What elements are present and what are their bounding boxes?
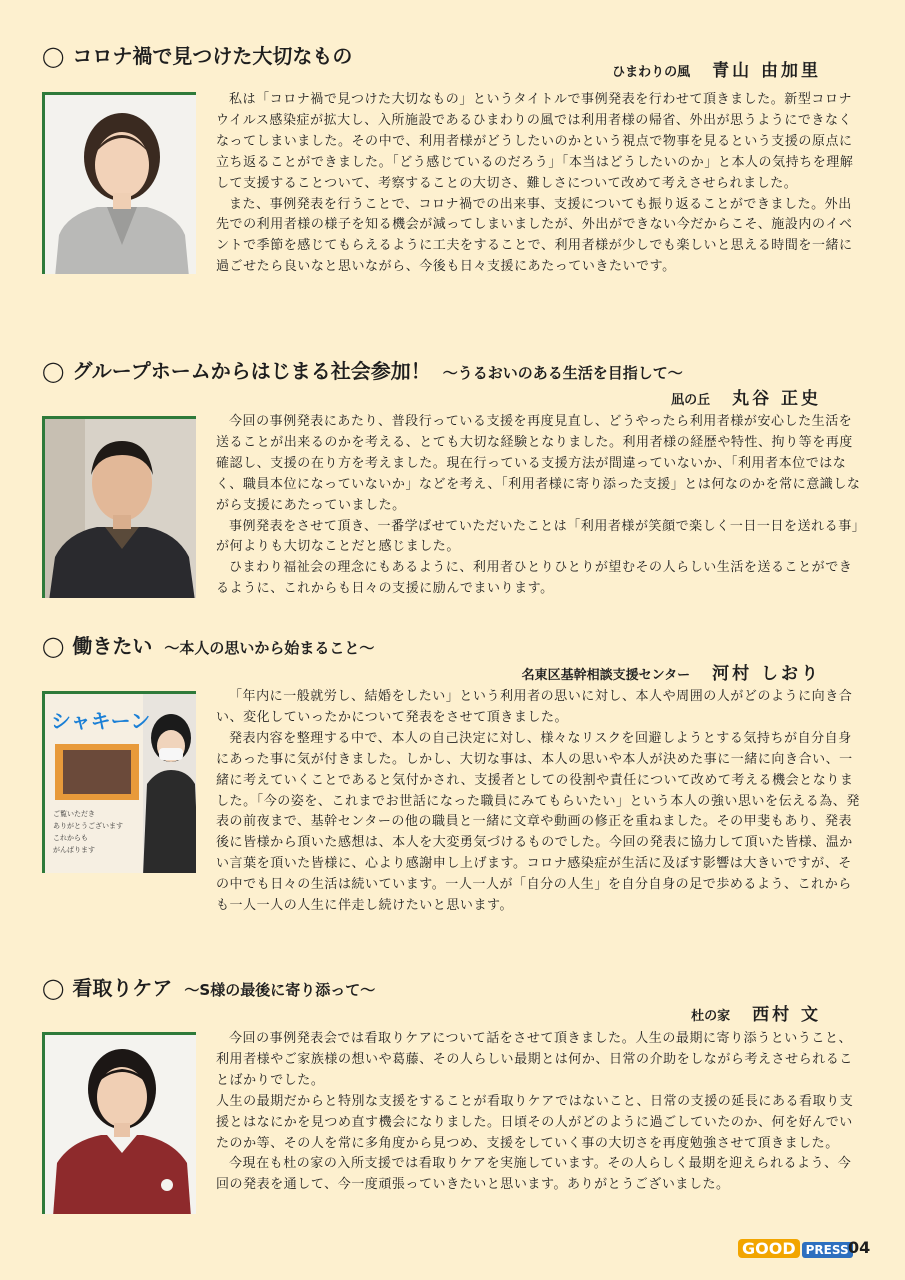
svg-text:ありがとうございます: ありがとうございます (53, 822, 123, 830)
author-name: 丸谷 正史 (732, 389, 821, 409)
article-title: ◯ 働きたい ～本人の思いから始まること～ (42, 634, 375, 658)
circle-bullet-icon: ◯ (42, 44, 65, 68)
author-photo (42, 1032, 196, 1214)
author (691, 1000, 821, 1025)
person-photo-icon (45, 419, 196, 598)
article-body: 「年内に一般就労し、結婚をしたい」という利用者の思いに対し、本人や周囲の人がどのように向き合い、変化していったかについて発表をさせて頂きました。 発表内容を整理する中で、本人の自己決定に対し、様々なリスクを回避しようとする気持ちが自分自身にあった事に気が付きました。しかし、大切な事は、本人の思いや本人が決めた事に一緒に向き合い、一緒に考えていくことであると気付かされ、支援者としての役割や責任について改めて考える機会となりました。「今の姿を、これまでお世話になった職員にみてもらいたい」という本人の強い思いを伝える為、発表の前夜まで、基幹センターの他の職員と一緒に文章や動画の修正を重ねました。その甲斐もあり、発表後に皆様から頂いた感想は、本人を大変勇気づけるものでした。今回の発表に協力して頂いた皆様、温かい言葉を頂いた皆様に、心より感謝申し上げます。コロナ感染症が生活に及ぼす影響は大きいですが、その中でも日々の生活は続いています。一人一人が「自分の人生」を自分自身の足で歩めるよう、これからも一人一人の人生に伴走し続けたいと思います。 (216, 689, 860, 914)
author (522, 659, 821, 684)
author-name: 青山 由加里 (712, 61, 821, 81)
circle-bullet-icon: ◯ (42, 359, 65, 383)
circle-bullet-icon: ◯ (42, 976, 65, 1000)
author-org: 名東区基幹相談支援センター (521, 668, 691, 683)
article-body: 今回の事例発表会では看取りケアについて話をさせて頂きました。人生の最期に寄り添うということ、利用者様やご家族様の想いや葛藤、その人らしい最期とは何か、日常の介助をしながら考えさせられることばかりでした。 人生の最期だからと特別な支援をすることが看取りケアではないこと、日常の支援の延長にある看取り支援とはなにかを見つめ直す機会になりました。日頃その人がどのように過ごしていたのか、何を好んでいたのか等、その人を常に多角度から見つめ、支援をしていく事の大切さを再度勉強させて頂きました。 今現在も杜の家の入所支援では看取りケアを実施しています。その人らしく最期を迎えられるよう、今回の発表を通して、今一度頑張っていきたいと思います。ありがとうございました。 (216, 1031, 854, 1193)
article-subtitle: ～S様の最後に寄り添って～ (184, 981, 376, 999)
author-photo (42, 691, 196, 873)
page-number: 04 (848, 1238, 871, 1257)
svg-text:これからも: これからも (53, 834, 88, 842)
author-org: ひまわりの風 (612, 65, 691, 80)
good-press-logo: GOOD PRESS (738, 1239, 853, 1258)
author-org: 杜の家 (691, 1009, 731, 1024)
article-subtitle: ～うるおいのある生活を目指して～ (442, 364, 683, 382)
author (612, 56, 821, 81)
person-photo-icon (45, 1035, 196, 1214)
article-subtitle: ～本人の思いから始まること～ (164, 639, 375, 657)
sign-title: シャキーン (51, 709, 151, 733)
svg-text:がんばります: がんばります (53, 846, 95, 854)
circle-bullet-icon: ◯ (42, 634, 65, 658)
article-title: ◯ コロナ禍で見つけた大切なもの (42, 44, 353, 68)
article-body: 私は「コロナ禍で見つけた大切なもの」というタイトルで事例発表を行わせて頂きました。新型コロナウイルス感染症が拡大し、入所施設であるひまわりの風では利用者様の帰省、外出が思うようにできなくなってしまいました。その中で、利用者様がどうしたいのかという視点で物事を見るという支援の原点に立ち返ることができました。「どう感じているのだろう」「本当はどうしたいのか」と本人の気持ちを理解して支援することついて、考察することの大切さ、難しさについて改めて考えさせられました。 また、事例発表を行うことで、コロナ禍での出来事、支援についても振り返ることができました。外出先での利用者様の様子を知る機会が減ってしまいましたが、外出ができない今だからこそ、施設内のイベントで季節を感じてもらえるように工夫をすることで、利用者様が少しでも楽しいと思える時間を一緒に過ごせたら良いなと思いながら、今後も日々支援にあたっていきたいです。 (216, 92, 854, 275)
author (671, 384, 821, 409)
author-photo (42, 416, 196, 598)
svg-text:ご覧いただき: ご覧いただき (53, 810, 95, 818)
author-name: 西村 文 (752, 1005, 821, 1025)
article-title: ◯ 看取りケア ～S様の最後に寄り添って～ (42, 976, 376, 1000)
sign-photo-icon (45, 694, 196, 873)
author-photo (42, 92, 196, 274)
article-title: ◯ グループホームからはじまる社会参加！ ～うるおいのある生活を目指して～ (42, 359, 683, 383)
author-org: 凪の丘 (671, 393, 711, 408)
person-photo-icon (45, 95, 196, 274)
article-body: 今回の事例発表にあたり、普段行っている支援を再度見直し、どうやったら利用者様が安心した生活を送ることが出来るのかを考える、とても大切な経験となりました。利用者様の経歴や特性、拘り等を再度確認し、支援の在り方を考えました。現在行っている支援方法が間違っていないか、「利用者本位ではなく、職員本位になっていないか」などを考え、「利用者様に寄り添った支援」とは何なのかを常に意識しながら支援にあたっていました。 事例発表をさせて頂き、一番学ばせていただいたことは「利用者様が笑顔で楽しく一日一日を送れる事」が何よりも大切なことだと感じました。 ひまわり福祉会の理念にもあるように、利用者ひとりひとりが望むその人らしい生活を送ることができるように、これからも日々の支援に励んでまいります。 (216, 414, 861, 597)
author-name: 河村 しおり (712, 664, 821, 684)
